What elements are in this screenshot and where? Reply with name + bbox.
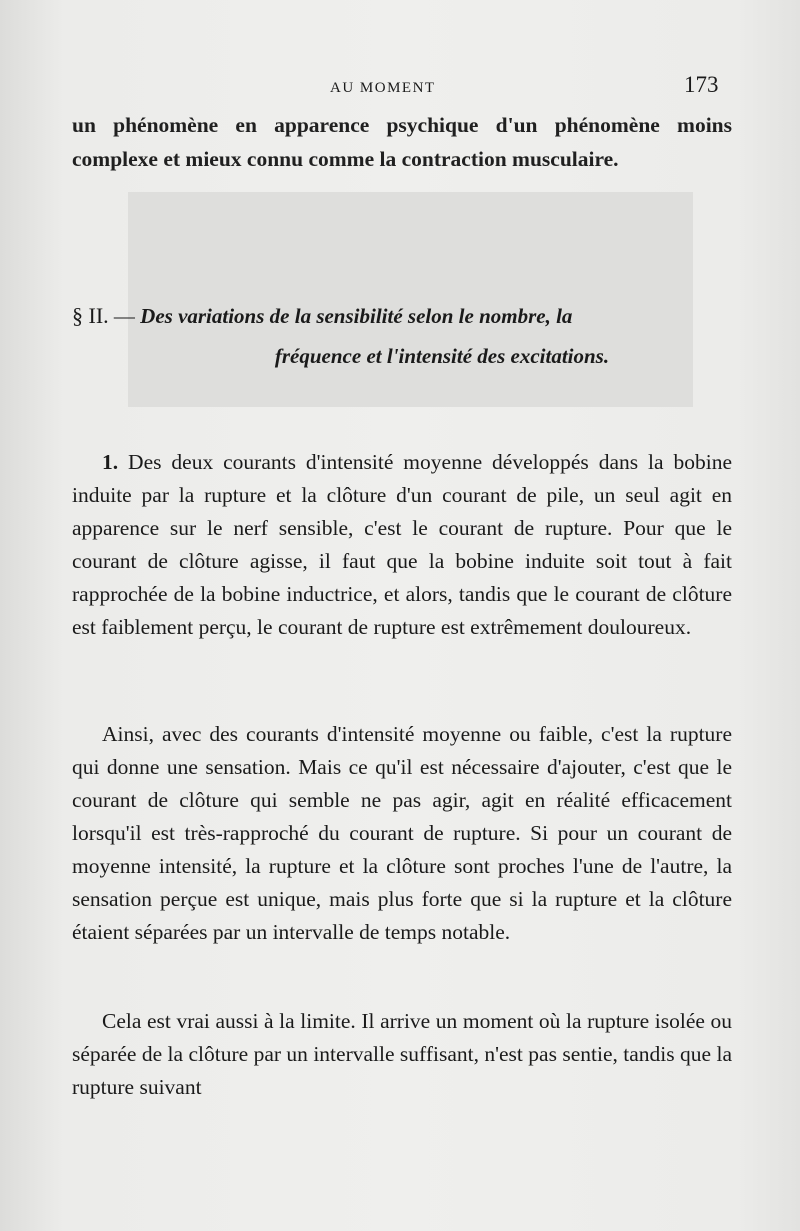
paragraph-2-text: Ainsi, avec des courants d'intensité moyenne ou faible, c'est la rupture qui donne une sensation. Mais ce qu'il est nécessaire d'ajouter, c'est que le courant de clôture qui semble ne pas agir, agit en réalité efficacement lorsqu'il est très-rapproché du courant de rupture. Si pour un courant de moyenne intensité, la rupture et la clôture sont proches l'une de l'autre, la sensation perçue est unique, mais plus forte que si la rupture et la clôture étaient séparées par un intervalle de temps notable. — [72, 722, 732, 944]
running-title: AU MOMENT — [330, 80, 436, 96]
paragraph-number: 1. — [102, 450, 119, 474]
section-title-line2: fréquence et l'intensité des excitations. — [274, 344, 610, 368]
paragraph-2 — [72, 718, 732, 949]
page-number: 173 — [684, 72, 719, 97]
intro-paragraph: un phénomène en apparence psychique d'un phénomène moins complexe et mieux connu comme la contraction musculaire. — [72, 113, 732, 171]
running-head — [0, 72, 800, 102]
paragraph-1-text: Des deux courants d'intensité moyenne développés dans la bobine induite par la rupture et la clôture d'un courant de pile, un seul agit en apparence sur le nerf sensible, c'est le courant de rupture. Pour que le courant de clôture agisse, il faut que la bobine induite soit tout à fait rapprochée de la bobine inductrice, et alors, tandis que le courant de clôture est faiblement perçu, le courant de rupture est extrêmement douloureux. — [72, 450, 732, 639]
paragraph-3 — [72, 1005, 732, 1104]
paragraph-3-text: Cela est vrai aussi à la limite. Il arrive un moment où la rupture isolée ou séparée de la clôture par un intervalle suffisant, n'est pas sentie, tandis que la rupture suivant — [72, 1009, 732, 1099]
section-dash: — — [108, 304, 141, 328]
section-heading — [72, 296, 732, 376]
section-title-line1: Des variations de la sensibilité selon le nombre, la — [140, 304, 573, 328]
section-number: § II. — [72, 303, 109, 328]
paragraph-1 — [72, 446, 732, 644]
